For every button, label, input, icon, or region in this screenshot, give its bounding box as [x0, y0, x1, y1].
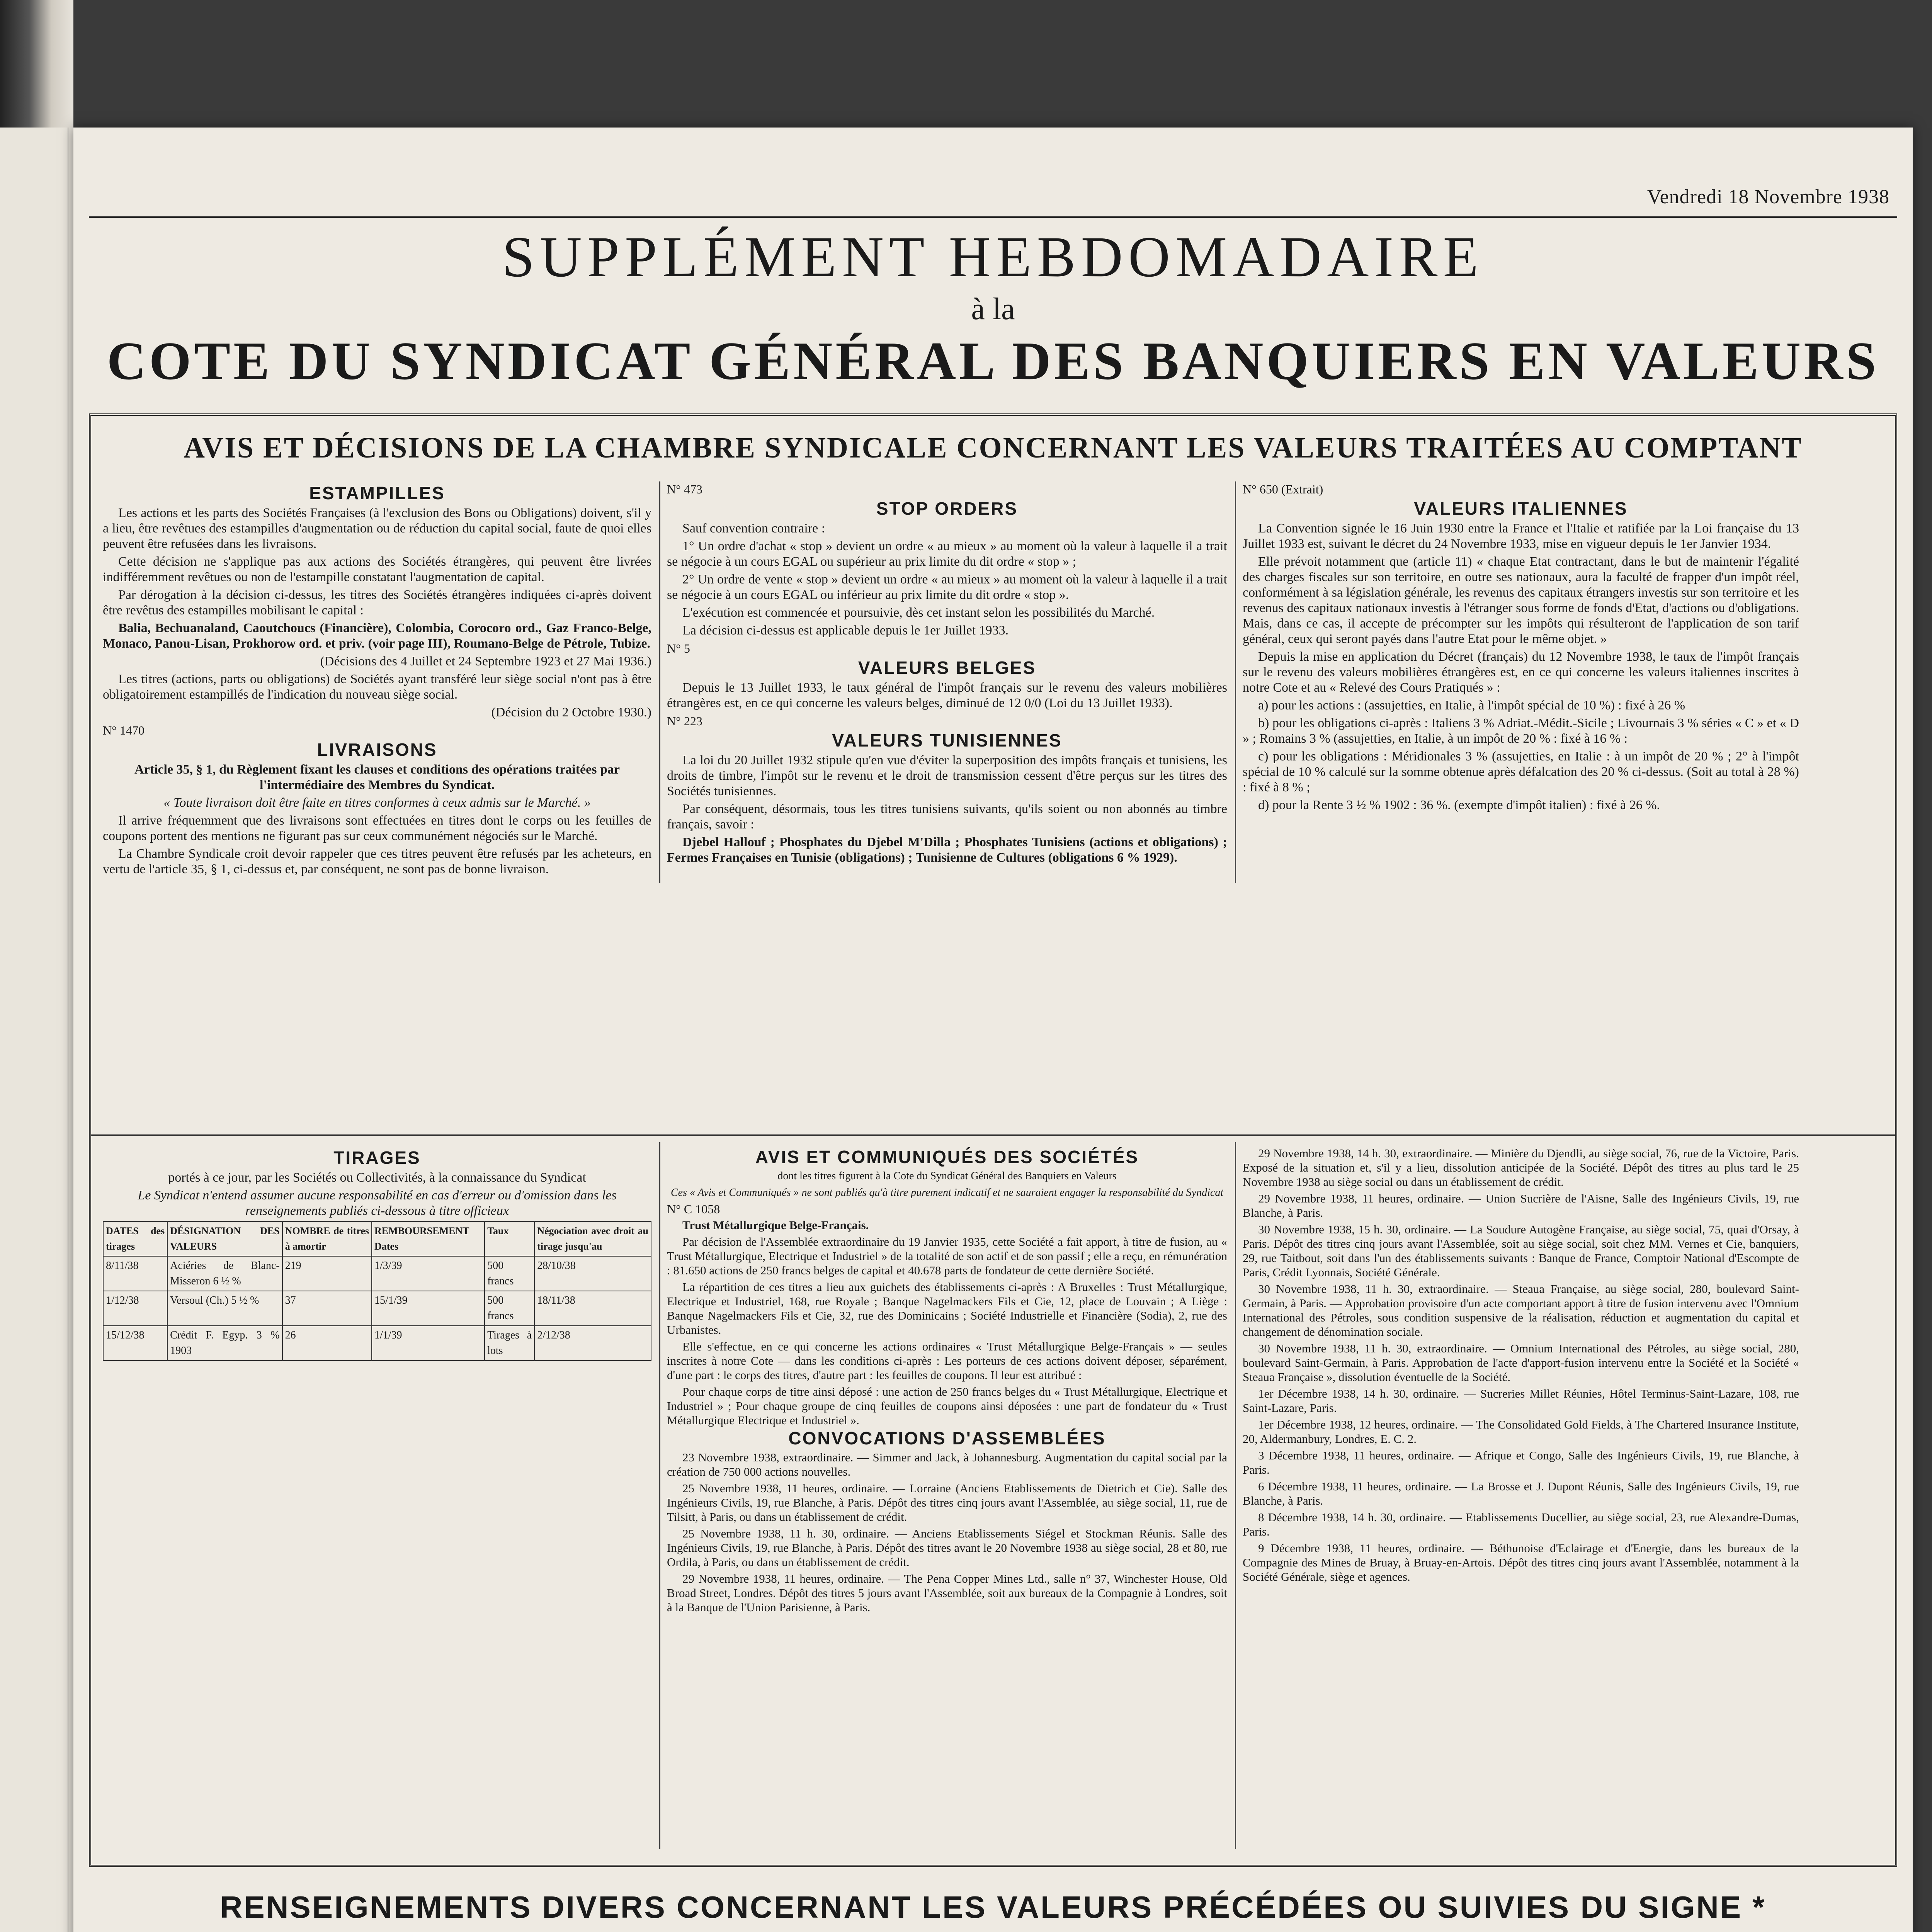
section-rule [91, 1134, 1895, 1136]
newspaper-page [73, 128, 1913, 1932]
avis-societes-p2: La répartition de ces titres a lieu aux guichets des établissements ci-après : A Bruxelles : Trust Métallurgique, Electrique et Industriel, 168, rue Royale ; Banque Nagelmackers Fils et Cie, 12, place de Louvain ; A Liège : Banque Nagelmackers Fils et Cie, 32, rue des Dominicains ; Société Industrielle et Financière (Sodia), 2, rue des Urbanistes. [667, 1280, 1227, 1337]
avis-societes-heading: AVIS ET COMMUNIQUÉS DES SOCIÉTÉS [755, 1147, 1139, 1167]
cell: Versoul (Ch.) 5 ½ % [167, 1291, 282, 1326]
estampilles-decisions: (Décisions des 4 Juillet et 24 Septembre 1923 et 27 Mai 1936.) [320, 654, 651, 668]
adjacent-page-fragment [0, 128, 68, 1932]
cell: 1/12/38 [103, 1291, 167, 1326]
column-divider [1235, 481, 1236, 883]
cell: 219 [282, 1256, 372, 1291]
estampilles-p3: Par dérogation à la décision ci-dessus, les titres des Sociétés étrangères indiquées ci-après doivent être revêtus des estampilles mobilisant le capital : [103, 588, 651, 617]
estampilles-p1: Les actions et les parts des Sociétés Françaises (à l'exclusion des Bons ou Obligations) doivent, s'il y a lieu, être revêtues des estampilles d'augmentation ou de réduction du capital social, faute de quoi elles peuvent être refusées dans les livraisons. [103, 506, 651, 551]
avis-societes-p1-title: Trust Métallurgique Belge-Français. [682, 1218, 869, 1232]
stop-orders-p3: L'exécution est commencée et poursuivie, dès cet instant selon les possibilités du Marché. [682, 605, 1155, 620]
col-nombre: NOMBRE de titres à amortir [282, 1221, 372, 1256]
valeurs-italiennes-number: N° 650 (Extrait) [1243, 482, 1323, 496]
convocations-continued [1243, 1146, 1799, 1586]
cell: 500 francs [485, 1291, 534, 1326]
convocation-item: 9 Décembre 1938, 11 heures, ordinaire. — Béthunoise d'Eclairage et d'Energie, dans les bureaux de la Compagnie des Mines de Bruay, à Bruay-en-Artois. Dépôt des titres cinq jours avant l'Assemblée, notamment à la Société Générale, siège et agences. [1243, 1541, 1799, 1583]
estampilles-p2: Cette décision ne s'applique pas aux actions des Sociétés étrangères, qui peuvent être livrées indifféremment revêtues ou non de l'estampille constatant l'augmentation de capital. [103, 554, 651, 584]
convocations-heading: CONVOCATIONS D'ASSEMBLÉES [788, 1428, 1106, 1448]
valeurs-belges-number: N° 5 [667, 641, 690, 655]
cell: 15/1/39 [372, 1291, 485, 1326]
cell: 37 [282, 1291, 372, 1326]
convocation-item: 1er Décembre 1938, 14 h. 30, ordinaire. — Sucreries Millet Réunies, Hôtel Terminus-Saint-Lazare, 108, rue Saint-Lazare, Paris. [1243, 1387, 1799, 1415]
cell: Tirages à lots [485, 1326, 534, 1361]
issue-date: Vendredi 18 Novembre 1938 [1647, 186, 1889, 208]
col-dates: DATES des tirages [103, 1221, 167, 1256]
convocation-item: 8 Décembre 1938, 14 h. 30, ordinaire. — Etablissements Ducellier, au siège social, 23, rue Alexandre-Dumas, Paris. [1243, 1510, 1799, 1538]
valeurs-italiennes-a: a) pour les actions : (assujetties, en Italie, à l'impôt spécial de 10 %) : fixé à 26 % [1258, 698, 1685, 713]
valeurs-italiennes-d: d) pour la Rente 3 ½ % 1902 : 36 %. (exempte d'impôt italien) : fixé à 26 %. [1258, 798, 1660, 812]
convocation-item: 30 Novembre 1938, 11 h. 30, extraordinaire. — Omnium International des Pétroles, au siège social, 280, boulevard Saint-Germain, à Paris. Approbation de l'acte d'apport-fusion intervenu entre la Société et la Société « Steaua Française », dissolution éventuelle de la Société. [1243, 1342, 1799, 1384]
tirages-warning: Le Syndicat n'entend assumer aucune responsabilité en cas d'erreur ou d'omission dans les renseignements publiés ci-dessous à titre officieux [138, 1188, 617, 1218]
tirages-header-row [103, 1221, 651, 1256]
estampilles-section [103, 481, 651, 879]
masthead-a-la: à la [971, 292, 1015, 326]
stop-orders-number: N° 473 [667, 482, 702, 496]
table-row [103, 1256, 651, 1291]
cell: 18/11/38 [534, 1291, 651, 1326]
stop-orders-p4: La décision ci-dessus est applicable depuis le 1er Juillet 1933. [682, 623, 1009, 638]
cell: 2/12/38 [534, 1326, 651, 1361]
avis-societes-number: N° C 1058 [667, 1202, 720, 1216]
livraisons-p2: La Chambre Syndicale croit devoir rappeler que ces titres peuvent être refusés par les acheteurs, en vertu de l'article 35, § 1, ci-dessus et, par conséquent, ne sont pas de bonne livraison. [103, 847, 651, 876]
valeurs-italiennes-b: b) pour les obligations ci-après : Italiens 3 % Adriat.-Médit.-Sicile ; Livournais 3 % séries « C » et « D » ; Romains 3 % (assujetties, en Italie, à un impôt de 20 % : fixé à 16 % : [1243, 716, 1799, 746]
cell: 1/1/39 [372, 1326, 485, 1361]
valeurs-belges-p1: Depuis le 13 Juillet 1933, le taux général de l'impôt français sur le revenu des valeurs mobilières étrangères est, en ce qui concerne les valeurs belges, diminué de 12 0/0 (Loi du 13 Juillet 1933). [667, 680, 1227, 710]
tirages-intro: portés à ce jour, par les Sociétés ou Collectivités, à la connaissance du Syndicat [168, 1170, 586, 1185]
valeurs-belges-heading: VALEURS BELGES [858, 658, 1036, 678]
avis-societes-sub1: dont les titres figurent à la Cote du Syndicat Général des Banquiers en Valeurs [777, 1170, 1117, 1182]
convocation-item: 25 Novembre 1938, 11 h. 30, ordinaire. — Anciens Etablissements Siégel et Stockman Réunis. Salle des Ingénieurs Civils, 19, rue Blanche, à Paris. Dépôt des titres avant le 20 Novembre 1938 au siège social, 28 et 80, rue Ordila, à Paris, ou dans un établissement de crédit. [667, 1527, 1227, 1569]
avis-societes-sub2: Ces « Avis et Communiqués » ne sont publiés qu'à titre purement indicatif et ne sauraient engager la responsabilité du Syndicat [670, 1187, 1224, 1199]
cell: 28/10/38 [534, 1256, 651, 1291]
valeurs-tunisiennes-heading: VALEURS TUNISIENNES [832, 730, 1062, 750]
avis-societes-p1: Par décision de l'Assemblée extraordinaire du 19 Janvier 1935, cette Société a fait apport, à titre de fusion, au « Trust Métallurgique, Electrique et Industriel » de la totalité de son actif et de son passif ; elle a reçu, en rémunération : 81.650 actions de 250 francs belges de capital et 40.678 parts de fondateur de cette dernière Société. [667, 1235, 1227, 1277]
tirages-heading: TIRAGES [333, 1148, 421, 1168]
livraisons-quote: « Toute livraison doit être faite en titres conformes à ceux admis sur le Marché. » [163, 796, 591, 810]
livraisons-heading: LIVRAISONS [317, 740, 437, 760]
valeurs-italiennes-p1: La Convention signée le 16 Juin 1930 entre la France et l'Italie et ratifiée par la Loi française du 13 Juillet 1933 est, suivant le décret du 24 Novembre 1933, mise en vigueur depuis le 1er Janvier 1934. [1243, 521, 1799, 551]
stop-orders-section [667, 481, 1227, 868]
stop-orders-heading: STOP ORDERS [876, 498, 1018, 519]
masthead [89, 225, 1897, 391]
convocation-item: 3 Décembre 1938, 11 heures, ordinaire. — Afrique et Congo, Salle des Ingénieurs Civils, 19, rue Blanche, à Paris. [1243, 1449, 1799, 1476]
valeurs-tunisiennes-number: N° 223 [667, 714, 702, 728]
avis-societes-section [667, 1146, 1227, 1617]
stop-orders-p1: 1° Un ordre d'achat « stop » devient un ordre « au mieux » au moment où la valeur à laquelle il a trait se négocie à un cours EGAL ou supérieur au prix limite du dit ordre « stop » ; [667, 539, 1227, 569]
cell: Aciéries de Blanc-Misseron 6 ½ % [167, 1256, 282, 1291]
cell: 500 francs [485, 1256, 534, 1291]
livraisons-sub: Article 35, § 1, du Règlement fixant les clauses et conditions des opérations traitées par l'intermédiaire des Membres du Syndicat. [134, 762, 620, 792]
cell: 8/11/38 [103, 1256, 167, 1291]
estampilles-heading: ESTAMPILLES [309, 483, 445, 503]
table-row [103, 1291, 651, 1326]
cell: Crédit F. Egyp. 3 % 1903 [167, 1326, 282, 1361]
valeurs-italiennes-c: c) pour les obligations : Méridionales 3 % (assujetties, en Italie : à un impôt de 20 % ; 2° à l'impôt spécial de 10 % calculé sur la somme obtenue après défalcation des 20 % ci-dessus. (Soit au total à 28 %) : fixé à 8 % ; [1243, 749, 1799, 794]
convocation-item: 1er Décembre 1938, 12 heures, ordinaire. — The Consolidated Gold Fields, à The Chartered Insurance Institute, 20, Aldermanbury, Londres, E. C. 2. [1243, 1418, 1799, 1446]
col-designation: DÉSIGNATION DES VALEURS [167, 1221, 282, 1256]
convocation-item: 29 Novembre 1938, 11 heures, ordinaire. — The Pena Copper Mines Ltd., salle n° 37, Winchester House, Old Broad Street, Londres. Dépôt des titres 5 jours avant l'Assemblée, soit aux bureaux de la Compagnie à Londres, soit à la Banque de l'Union Parisienne, à Paris. [667, 1572, 1227, 1614]
convocation-item: 23 Novembre 1938, extraordinaire. — Simmer and Jack, à Johannesburg. Augmentation du capital social par la création de 750 000 actions nouvelles. [667, 1451, 1227, 1478]
tirages-section [103, 1146, 651, 1361]
cell: 26 [282, 1326, 372, 1361]
valeurs-italiennes-section [1243, 481, 1799, 815]
avis-decisions-box [89, 413, 1897, 1867]
stop-orders-p2: 2° Un ordre de vente « stop » devient un ordre « au mieux » au moment où la valeur à laquelle il a trait se négocie à un cours EGAL ou inférieur au prix limite du dit ordre « stop ». [667, 572, 1227, 602]
livraisons-p1: Il arrive fréquemment que des livraisons sont effectuées en titres dont le corps ou les feuilles de coupons portent des mentions ne figurant pas sur ceux communément négociés sur le Marché. [103, 813, 651, 843]
cell: 15/12/38 [103, 1326, 167, 1361]
column-divider [659, 1142, 660, 1849]
cell: 1/3/39 [372, 1256, 485, 1291]
estampilles-p4-decision: (Décision du 2 Octobre 1930.) [491, 705, 651, 719]
column-divider [1235, 1142, 1236, 1849]
convocation-item: 29 Novembre 1938, 11 heures, ordinaire. — Union Sucrière de l'Aisne, Salle des Ingénieurs Civils, 19, rue Blanche, à Paris. [1243, 1192, 1799, 1219]
convocation-item: 30 Novembre 1938, 11 h. 30, extraordinaire. — Steaua Française, au siège social, 280, boulevard Saint-Germain, à Paris. — Approbation provisoire d'un acte comportant apport à titre de fusion intervenu avec l'Omnium International des Pétroles, sous condition suspensive de la réalisation, réduction et augmentation du capital et changement de dénomination sociale. [1243, 1282, 1799, 1338]
col-negociation: Négociation avec droit au tirage jusqu'au [534, 1221, 651, 1256]
convocation-item: 25 Novembre 1938, 11 heures, ordinaire. — Lorraine (Anciens Etablissements de Dietrich et Cie). Salle des Ingénieurs Civils, 19, rue Blanche, à Paris. Dépôt des titres cinq jours avant l'Assemblée, au siège social, 11, rue de Tilsitt, à Paris, ou dans un établissement de crédit. [667, 1481, 1227, 1524]
convocation-item: 29 Novembre 1938, 14 h. 30, extraordinaire. — Minière du Djendli, au siège social, 76, rue de la Victoire, Paris. Exposé de la situation et, s'il y a lieu, dissolution anticipée de la Société. Dépôt des titres au plus tard le 25 Novembre 1938 au siège social ou dans un établissement de crédit. [1243, 1146, 1799, 1189]
stop-orders-p0: Sauf convention contraire : [682, 521, 825, 536]
avis-societes-p3: Elle s'effectue, en ce qui concerne les actions ordinaires « Trust Métallurgique Belge-Français » — seules inscrites à notre Cote — dans les conditions ci-après : Les porteurs de ces actions doivent déposer, séparément, d'une part : le corps des titres, d'autre part : les feuilles de coupons. Il leur est attribué : [667, 1340, 1227, 1382]
convocation-item: 6 Décembre 1938, 11 heures, ordinaire. — La Brosse et J. Dupont Réunis, Salle des Ingénieurs Civils, 19, rue Blanche, à Paris. [1243, 1480, 1799, 1507]
renseignements-title: RENSEIGNEMENTS DIVERS CONCERNANT LES VALEURS PRÉCÉDÉES OU SUIVIES DU SIGNE * [220, 1890, 1766, 1924]
avis-title: AVIS ET DÉCISIONS DE LA CHAMBRE SYNDICALE CONCERNANT LES VALEURS TRAITÉES AU COMPTANT [184, 432, 1803, 464]
col-taux: Taux [485, 1221, 534, 1256]
masthead-supplement: SUPPLÉMENT HEBDOMADAIRE [502, 225, 1484, 289]
top-rule [89, 216, 1897, 218]
column-divider [659, 481, 660, 883]
estampilles-list: Balia, Bechuanaland, Caoutchoucs (Financière), Colombia, Corocoro ord., Gaz Franco-Belge, Monaco, Panou-Lisan, Prokhorow ord. et priv. (voir page III), Roumano-Belge de Pétrole, Tubize. [103, 621, 651, 651]
valeurs-tunisiennes-p3: Djebel Hallouf ; Phosphates du Djebel M'Dilla ; Phosphates Tunisiens (actions et obligations) ; Fermes Françaises en Tunisie (obligations) ; Tunisienne de Cultures (obligations 6 % 1929). [667, 835, 1227, 865]
estampilles-p4: Les titres (actions, parts ou obligations) de Sociétés ayant transféré leur siège social n'ont pas à être obligatoirement estampillés de l'indication du nouveau siège social. [103, 672, 651, 702]
masthead-title: COTE DU SYNDICAT GÉNÉRAL DES BANQUIERS EN VALEURS [107, 331, 1879, 391]
valeurs-tunisiennes-p1: La loi du 20 Juillet 1932 stipule qu'en vue d'éviter la superposition des impôts français et tunisiens, les droits de timbre, l'impôt sur le revenu et le droit de transmission cessent d'être perçus sur les titres des Sociétés tunisiennes. [667, 753, 1227, 798]
convocation-item: 30 Novembre 1938, 15 h. 30, ordinaire. — La Soudure Autogène Française, au siège social, 75, quai d'Orsay, à Paris. Dépôt des titres cinq jours avant l'Assemblée, soit au siège social, soit chez MM. Vernes et Cie, banquiers, 29, rue Taitbout, soit dans l'un des établissements suivants : Banque de France, Comptoir National d'Escompte de Paris, Crédit Lyonnais, Société Générale. [1243, 1223, 1799, 1279]
tirages-table [103, 1221, 651, 1361]
valeurs-italiennes-p2: Elle prévoit notamment que (article 11) « chaque Etat contractant, dans le but de maintenir l'égalité des charges fiscales sur son territoire, en outre ses nationaux, aura la faculté de frapper d'un impôt réel, conformément à sa législation générale, les revenus des capitaux étrangers investis sur son territoire et les revenus des capitaux nationaux investis à l'étranger sous forme de fonds d'Etat, d'actions ou d'obligations. Mais, dans ce cas, il accepte de précompter sur les impôts qui résulteront de l'application de son tarif général, ceux qui seront payés dans l'autre Etat pour le même objet. » [1243, 554, 1799, 646]
table-row [103, 1326, 651, 1361]
col-remb-dates: REMBOURSEMENT Dates [372, 1221, 485, 1256]
avis-societes-p4: Pour chaque corps de titre ainsi déposé : une action de 250 francs belges du « Trust Métallurgique, Electrique et Industriel » ; Pour chaque groupe de cinq feuilles de coupons ainsi déposées : une part de fondateur du « Trust Métallurgique Electrique et Industriel ». [667, 1385, 1227, 1427]
livraisons-number: N° 1470 [103, 723, 145, 737]
valeurs-tunisiennes-p2: Par conséquent, désormais, tous les titres tunisiens suivants, qu'ils soient ou non abonnés au timbre français, savoir : [667, 802, 1227, 832]
valeurs-italiennes-heading: VALEURS ITALIENNES [1414, 498, 1628, 519]
valeurs-italiennes-p3: Depuis la mise en application du Décret (français) du 12 Novembre 1938, le taux de l'impôt français sur le revenu des valeurs mobilières étrangères est, en ce qui concerne les valeurs italiennes inscrites à notre Cote et au « Relevé des Cours Pratiqués » : [1243, 650, 1799, 695]
